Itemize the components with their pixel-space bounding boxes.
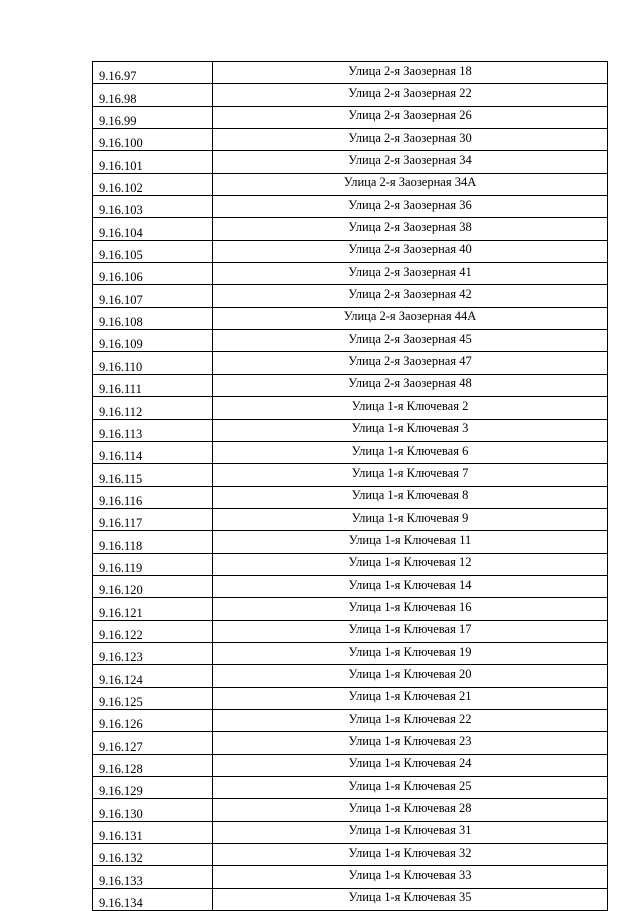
row-address-cell <box>213 553 608 575</box>
row-address-cell <box>213 263 608 285</box>
row-address-text: Улица 2-я Заозерная 30 <box>348 130 472 145</box>
row-code-cell: 9.16.128 <box>93 754 213 776</box>
row-code-cell: 9.16.103 <box>93 196 213 218</box>
row-address-cell <box>213 106 608 128</box>
table-row <box>93 754 608 776</box>
row-code-cell: 9.16.111 <box>93 374 213 396</box>
row-address-text: Улица 2-я Заозерная 48 <box>348 376 472 391</box>
row-address-cell <box>213 620 608 642</box>
row-address-cell <box>213 575 608 597</box>
row-address-cell <box>213 709 608 731</box>
table-row <box>93 508 608 530</box>
row-address-text: Улица 2-я Заозерная 22 <box>348 86 472 101</box>
row-code-cell: 9.16.102 <box>93 173 213 195</box>
row-address-text: Улица 2-я Заозерная 34 <box>348 153 472 168</box>
row-address-text: Улица 2-я Заозерная 40 <box>348 242 472 257</box>
row-address-cell <box>213 754 608 776</box>
row-address-text: Улица 1-я Ключевая 35 <box>348 890 472 905</box>
row-code-cell: 9.16.121 <box>93 598 213 620</box>
table-row <box>93 330 608 352</box>
row-code-cell: 9.16.120 <box>93 575 213 597</box>
row-code-cell: 9.16.124 <box>93 665 213 687</box>
row-address-cell <box>213 687 608 709</box>
row-address-cell <box>213 464 608 486</box>
table-row <box>93 844 608 866</box>
row-code-cell: 9.16.134 <box>93 888 213 910</box>
table-row <box>93 665 608 687</box>
table-row <box>93 620 608 642</box>
table-row <box>93 553 608 575</box>
table-row <box>93 777 608 799</box>
row-address-text: Улица 1-я Ключевая 19 <box>348 644 472 659</box>
row-address-text: Улица 1-я Ключевая 21 <box>348 689 472 704</box>
table-row <box>93 106 608 128</box>
row-address-text: Улица 1-я Ключевая 16 <box>348 599 472 614</box>
row-code-cell: 9.16.106 <box>93 263 213 285</box>
row-address-cell <box>213 665 608 687</box>
row-address-text: Улица 1-я Ключевая 8 <box>351 488 469 503</box>
row-code-cell: 9.16.126 <box>93 709 213 731</box>
table-row <box>93 531 608 553</box>
table-row <box>93 352 608 374</box>
table-row <box>93 598 608 620</box>
table-row <box>93 151 608 173</box>
row-address-text: Улица 1-я Ключевая 28 <box>348 801 472 816</box>
row-address-text: Улица 2-я Заозерная 36 <box>348 197 472 212</box>
row-code-cell: 9.16.110 <box>93 352 213 374</box>
row-address-cell <box>213 173 608 195</box>
row-address-cell <box>213 352 608 374</box>
row-address-cell <box>213 486 608 508</box>
row-code-cell: 9.16.101 <box>93 151 213 173</box>
table-row <box>93 732 608 754</box>
row-address-cell <box>213 307 608 329</box>
row-address-text: Улица 2-я Заозерная 26 <box>348 108 472 123</box>
row-code-cell: 9.16.105 <box>93 240 213 262</box>
row-code-cell: 9.16.131 <box>93 821 213 843</box>
row-address-text: Улица 2-я Заозерная 42 <box>348 287 472 302</box>
row-address-cell <box>213 419 608 441</box>
row-address-cell <box>213 732 608 754</box>
table-row <box>93 240 608 262</box>
row-code-cell: 9.16.107 <box>93 285 213 307</box>
row-address-cell <box>213 330 608 352</box>
table-row <box>93 62 608 84</box>
row-code-cell: 9.16.127 <box>93 732 213 754</box>
row-address-text: Улица 1-я Ключевая 14 <box>348 577 472 592</box>
row-address-cell <box>213 844 608 866</box>
row-address-cell <box>213 642 608 664</box>
row-address-cell <box>213 397 608 419</box>
table-row <box>93 709 608 731</box>
row-address-text: Улица 2-я Заозерная 41 <box>348 264 472 279</box>
table-row <box>93 687 608 709</box>
table-row <box>93 821 608 843</box>
row-code-cell: 9.16.98 <box>93 84 213 106</box>
row-address-text: Улица 2-я Заозерная 45 <box>348 331 472 346</box>
row-address-cell <box>213 285 608 307</box>
row-address-cell <box>213 508 608 530</box>
table-row <box>93 285 608 307</box>
table-row <box>93 464 608 486</box>
row-address-text: Улица 1-я Ключевая 11 <box>348 532 472 547</box>
row-address-cell <box>213 218 608 240</box>
row-address-text: Улица 1-я Ключевая 23 <box>348 733 472 748</box>
row-code-cell: 9.16.109 <box>93 330 213 352</box>
row-address-cell <box>213 84 608 106</box>
row-address-text: Улица 2-я Заозерная 47 <box>348 354 472 369</box>
table-body <box>93 62 608 911</box>
row-address-text: Улица 1-я Ключевая 25 <box>348 778 472 793</box>
table-row <box>93 263 608 285</box>
row-address-cell <box>213 196 608 218</box>
row-code-cell: 9.16.100 <box>93 129 213 151</box>
row-address-text: Улица 1-я Ключевая 22 <box>348 711 472 726</box>
row-address-text: Улица 1-я Ключевая 32 <box>348 845 472 860</box>
row-code-cell: 9.16.119 <box>93 553 213 575</box>
row-address-cell <box>213 531 608 553</box>
table-row <box>93 799 608 821</box>
row-code-cell: 9.16.118 <box>93 531 213 553</box>
row-code-cell: 9.16.115 <box>93 464 213 486</box>
row-address-cell <box>213 374 608 396</box>
row-address-text: Улица 1-я Ключевая 20 <box>348 666 472 681</box>
row-code-cell: 9.16.122 <box>93 620 213 642</box>
row-address-text: Улица 1-я Ключевая 9 <box>351 510 469 525</box>
row-code-cell: 9.16.132 <box>93 844 213 866</box>
row-address-cell <box>213 151 608 173</box>
row-address-text: Улица 1-я Ключевая 12 <box>348 555 472 570</box>
row-address-text: Улица 1-я Ключевая 17 <box>348 622 472 637</box>
table-row <box>93 888 608 910</box>
row-code-cell: 9.16.112 <box>93 397 213 419</box>
row-code-cell: 9.16.113 <box>93 419 213 441</box>
row-address-cell <box>213 866 608 888</box>
row-address-text: Улица 1-я Ключевая 3 <box>351 421 469 436</box>
row-code-cell: 9.16.108 <box>93 307 213 329</box>
row-code-cell: 9.16.114 <box>93 441 213 463</box>
address-table <box>92 61 608 911</box>
row-code-cell: 9.16.123 <box>93 642 213 664</box>
table-row <box>93 173 608 195</box>
row-address-text: Улица 2-я Заозерная 18 <box>348 63 472 78</box>
row-address-cell <box>213 777 608 799</box>
row-address-cell <box>213 62 608 84</box>
table-row <box>93 129 608 151</box>
row-address-text: Улица 1-я Ключевая 31 <box>348 823 472 838</box>
table-row <box>93 397 608 419</box>
row-address-text: Улица 2-я Заозерная 38 <box>348 220 472 235</box>
row-code-cell: 9.16.125 <box>93 687 213 709</box>
table-row <box>93 374 608 396</box>
row-address-text: Улица 1-я Ключевая 6 <box>351 443 469 458</box>
row-code-cell: 9.16.99 <box>93 106 213 128</box>
table-row <box>93 196 608 218</box>
table-row <box>93 486 608 508</box>
row-address-cell <box>213 799 608 821</box>
row-address-text: Улица 1-я Ключевая 7 <box>351 465 469 480</box>
table-row <box>93 218 608 240</box>
table-row <box>93 419 608 441</box>
row-address-text: Улица 2-я Заозерная 44А <box>343 309 477 324</box>
row-address-cell <box>213 129 608 151</box>
row-code-cell: 9.16.97 <box>93 62 213 84</box>
table-row <box>93 575 608 597</box>
table-row <box>93 866 608 888</box>
row-code-cell: 9.16.104 <box>93 218 213 240</box>
row-code-cell: 9.16.116 <box>93 486 213 508</box>
row-code-cell: 9.16.129 <box>93 777 213 799</box>
table-row <box>93 441 608 463</box>
row-address-cell <box>213 240 608 262</box>
table-row <box>93 84 608 106</box>
row-address-text: Улица 1-я Ключевая 2 <box>351 398 469 413</box>
row-code-cell: 9.16.133 <box>93 866 213 888</box>
row-address-cell <box>213 598 608 620</box>
table-row <box>93 307 608 329</box>
row-address-cell <box>213 821 608 843</box>
row-address-cell <box>213 441 608 463</box>
row-address-text: Улица 1-я Ключевая 24 <box>348 756 472 771</box>
row-address-cell <box>213 888 608 910</box>
row-code-cell: 9.16.130 <box>93 799 213 821</box>
table-row <box>93 642 608 664</box>
row-address-text: Улица 1-я Ключевая 33 <box>348 868 472 883</box>
row-code-cell: 9.16.117 <box>93 508 213 530</box>
row-address-text: Улица 2-я Заозерная 34А <box>343 175 477 190</box>
